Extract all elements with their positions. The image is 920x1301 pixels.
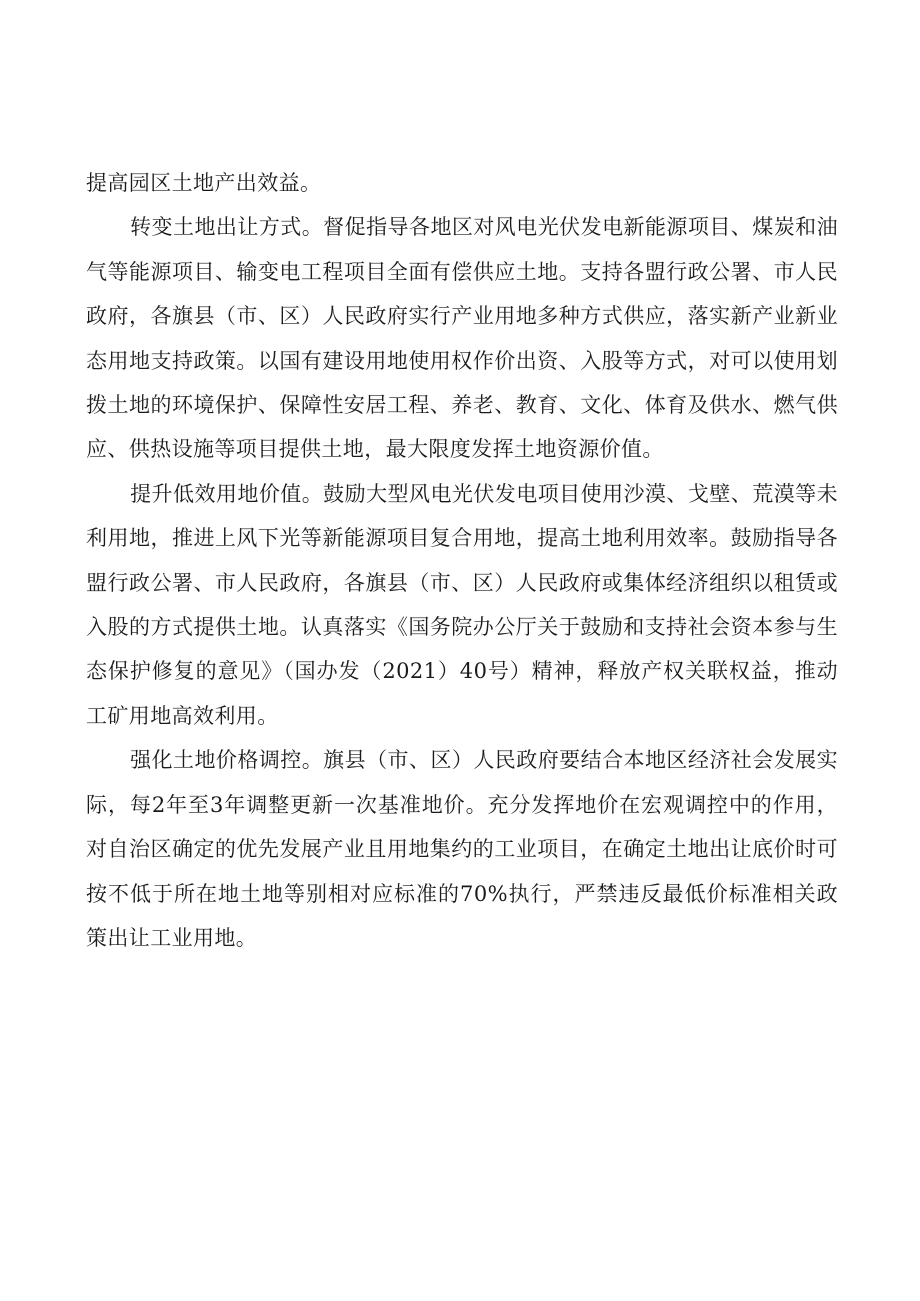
paragraph-land-price-control: 强化土地价格调控。旗县（市、区）人民政府要结合本地区经济社会发展实际，每2年至3年调整更新一次基准地价。充分发挥地价在宏观调控中的作用，对自治区确定的优先发展产业且用地集约的工业项目，在确定土地出让底价时可按不低于所在地土地等别相对应标准的70%执行，严禁违反最低价标准相关政策出让工业用地。 [86,748,838,950]
paragraph-land-transfer-method: 转变土地出让方式。督促指导各地区对风电光伏发电新能源项目、煤炭和油气等能源项目、输变电工程项目全面有偿供应土地。支持各盟行政公署、市人民政府，各旗县（市、区）人民政府实行产业用地多种方式供应，落实新产业新业态用地支持政策。以国有建设用地使用权作价出资、入股等方式，对可以使用划拨土地的环境保护、保障性安居工程、养老、教育、文化、体育及供水、燃气供应、供热设施等项目提供土地，最大限度发挥土地资源价值。 [86,215,838,462]
paragraph-continuation: 提高园区土地产出效益。 [86,171,322,195]
document-body [86,161,838,960]
paragraph-low-efficiency-land-value: 提升低效用地价值。鼓励大型风电光伏发电项目使用沙漠、戈壁、荒漠等未利用地，推进上风下光等新能源项目复合用地，提高土地利用效率。鼓励指导各盟行政公署、市人民政府，各旗县（市、区）人民政府或集体经济组织以租赁或入股的方式提供土地。认真落实《国务院办公厅关于鼓励和支持社会资本参与生态保护修复的意见》（国办发（2021）40号）精神，释放产权关联权益，推动工矿用地高效利用。 [86,481,838,728]
